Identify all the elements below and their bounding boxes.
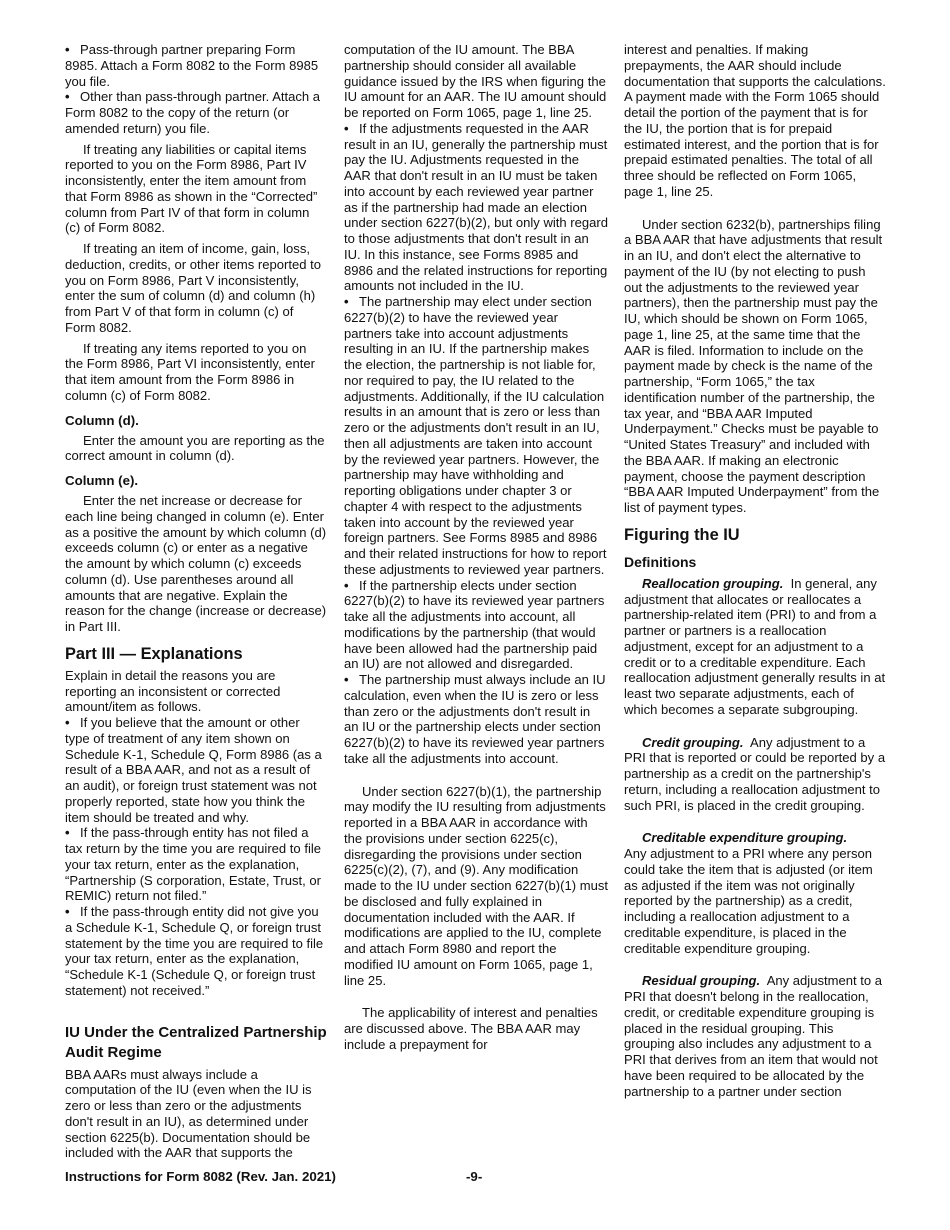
definition-creditable-expenditure: Creditable expenditure grouping. Any adjustment to a PRI where any person could take the item that is adjusted (or item as adjusted if the item was not originally reported by the partnership) as a credit, including a reallocation adjustment to a creditable expenditure, is placed in the creditable expenditure grouping. — [624, 830, 873, 956]
paragraph: Explain in detail the reasons you are reporting an inconsistent or corrected amount/item as follows. — [65, 667, 281, 715]
paragraph: interest and penalties. If making prepayments, the AAR should include documentation that supports the calculations. A payment made with the Form 1065 should detail the portion of the payment that is for the IU, the portion that is for prepaid estimated interest, and the portion that is for prepaid estimated penalties. The total of all three should be reflected on Form 1065, page 1, line 25. — [624, 42, 886, 199]
bullet-icon: • — [344, 294, 349, 309]
column-2 — [344, 42, 608, 1053]
heading-iu-centralized: IU Under the Centralized Partnership Audit Regime — [65, 1023, 327, 1061]
paragraph: The applicability of interest and penalties are discussed above. The BBA AAR may include a prepayment for — [344, 1005, 598, 1052]
heading-column-e: Column (e). — [65, 473, 139, 488]
paragraph: Enter the amount you are reporting as the correct amount in column (d). — [65, 432, 325, 464]
bullet-icon: • — [344, 577, 349, 593]
bullet-item: • If the adjustments requested in the AAR result in an IU, generally the partnership must pay the IU. Adjustments requested in the AAR that don't result in an IU must be taken into account by each reviewed year partner as if the partnership had made an election under section 6227(b)(2), but only with regard to those adjustments that don't result in an IU. In this instance, see Forms 8985 and 8986 and the related instructions for reporting amounts not included in the IU. — [344, 120, 608, 294]
heading-part-iii: Part III — Explanations — [65, 644, 243, 663]
column-1 — [65, 42, 327, 1161]
bullet-item: • Pass-through partner preparing Form 8985. Attach a Form 8082 to the Form 8985 you file. — [65, 42, 319, 89]
bullet-icon: • — [65, 715, 70, 730]
bullet-icon: • — [344, 120, 349, 136]
bullet-item: • If you believe that the amount or other type of treatment of any item shown on Schedule K-1, Schedule Q, Form 8986 (as a result of a BBA AAR, and not as a result of an audit), or foreign trust statement was not properly reported, state how you think the item should be treated and why. — [65, 715, 322, 825]
definition-reallocation: Reallocation grouping. In general, any adjustment that allocates or reallocates a partnership-related item (PRI) to and from a partner or partners is a reallocation adjustment, except for an adjustment to a credit or to a creditable expenditure. Each reallocation adjustment generally results in at least two separate adjustments, each of which becomes a separate subgrouping. — [624, 575, 886, 717]
bullet-item: • The partnership may elect under section 6227(b)(2) to have the reviewed year partners take into account adjustments resulting in an IU. If the partnership makes the election, the partnership is not liable for, nor required to pay, the IU related to the adjustments. Additionally, if the IU calculation results in an amount that is zero or less than zero or the adjustments don't result in an IU, then all adjustments are taken into account by the reviewed year partners. However, the partnership may have withholding and reporting obligations under chapter 3 or chapter 4 with respect to the adjustments taken into account by the reviewed year foreign partners. See Forms 8985 and 8986 and their related instructions for how to report these adjustments to reviewed year partners. — [344, 294, 607, 577]
definition-credit: Credit grouping. Any adjustment to a PRI that is reported or could be reported by a partnership as a credit on the partnership's return, including a reallocation adjustment to such PRI, is placed in the credit grouping. — [624, 734, 886, 813]
paragraph: If treating an item of income, gain, loss, deduction, credits, or other items reported to you on Form 8986, Part V inconsistently, enter the sum of column (d) and column (h) from Part V of that form in column (c) of Form 8082. — [65, 241, 321, 335]
footer-title: Instructions for Form 8082 (Rev. Jan. 2021) — [65, 1169, 336, 1184]
bullet-item: • If the partnership elects under section 6227(b)(2) to have its reviewed year partners take all the adjustments into account, all modifications by the partnership (that would have been allowed had the partnership paid an IU) are not allowed and disregarded. — [344, 577, 605, 672]
paragraph: computation of the IU amount. The BBA partnership should consider all available guidance issued by the IRS when figuring the IU amount for an AAR. The IU amount should be reported on Form 1065, page 1, line 25. — [344, 42, 607, 120]
bullet-item: • If the pass-through entity has not filed a tax return by the time you are required to file your tax return, enter as the explanation, “Partnership (S corporation, Estate, Trust, or REMIC) return not filed.” — [65, 825, 321, 904]
column-3 — [624, 42, 886, 1099]
paragraph: If treating any items reported to you on the Form 8986, Part VI inconsistently, enter that item amount from the Form 8986 in column (c) of Form 8082. — [65, 340, 315, 403]
paragraph: BBA AARs must always include a computation of the IU (even when the IU is zero or less than zero or the adjustments don't result in an IU), as determined under section 6225(b). Documentation should be included with the AAR that supports the — [65, 1066, 312, 1161]
bullet-icon: • — [65, 89, 70, 105]
paragraph: If treating any liabilities or capital items reported to you on the Form 8986, Part IV inconsistently, enter the item amount from that Form 8986 as shown in the “Corrected” column from Part IV of that form in column (c) of Form 8082. — [65, 141, 318, 236]
paragraph: Enter the net increase or decrease for each line being changed in column (e). Enter as a positive the amount by which column (d) exceeds column (c) or enter as a negative the amount by which column (c) exceeds column (d). Use parentheses around all amounts that are negative. Explain the reason for the change (increase or decrease) in Part III. — [65, 493, 327, 634]
bullet-icon: • — [65, 825, 70, 841]
bullet-item: • If the pass-through entity did not give you a Schedule K-1, Schedule Q, or foreign trust statement by the time you are required to file your tax return, enter as the explanation, “Schedule K-1 (Schedule Q, or foreign trust statement) not received.” — [65, 904, 324, 998]
bullet-icon: • — [344, 672, 349, 687]
bullet-item: • The partnership must always include an IU calculation, even when the IU is zero or less than zero or the adjustments don't result in an IU or the partnership elects under section 6227(b)(2) to have its reviewed year partners take all the adjustments into account. — [344, 672, 606, 766]
heading-definitions: Definitions — [624, 553, 697, 570]
bullet-item: • Other than pass-through partner. Attach a Form 8082 to the copy of the return (or amended return) you file. — [65, 89, 321, 136]
heading-figuring-iu: Figuring the IU — [624, 525, 740, 544]
bullet-icon: • — [65, 904, 70, 919]
paragraph: Under section 6232(b), partnerships filing a BBA AAR that have adjustments that result in an IU, and don't elect the alternative to payment of the IU (by not electing to push out the adjustments to the reviewed year partners), then the partnership must pay the IU, which should be shown on Form 1065, page 1, line 25, at the same time that the AAR is filed. Information to include on the payment made by check is the name of the partnership, “Form 1065,” the tax identification number of the partnership, the tax year, and “BBA AAR Imputed Underpayment.” Checks must be payable to “United States Treasury” and included with the BBA AAR. If making an electronic payment, choose the payment description “BBA AAR Imputed Underpayment” from the list of payment types. — [624, 216, 883, 515]
definition-residual: Residual grouping. Any adjustment to a PRI that doesn't belong in the reallocation, credit, or creditable expenditure grouping is placed in the residual grouping. This grouping also includes any adjustment to a PRI that derives from an item that would not have been required to be allocated by the partnership to a partner under section — [624, 973, 883, 1099]
heading-column-d: Column (d). — [65, 412, 139, 428]
page-number: -9- — [466, 1169, 483, 1184]
paragraph: Under section 6227(b)(1), the partnership may modify the IU resulting from adjustments reported in a BBA AAR in accordance with the provisions under section 6225(c), disregarding the provisions under section 6225(c)(2), (7), and (9). Any modification made to the IU under section 6227(b)(1) must be disclosed and fully explained in documentation included with the AAR. If modifications are applied to the IU, complete and attach Form 8980 and report the modified IU amount on Form 1065, page 1, line 25. — [344, 783, 608, 988]
bullet-icon: • — [65, 42, 70, 57]
